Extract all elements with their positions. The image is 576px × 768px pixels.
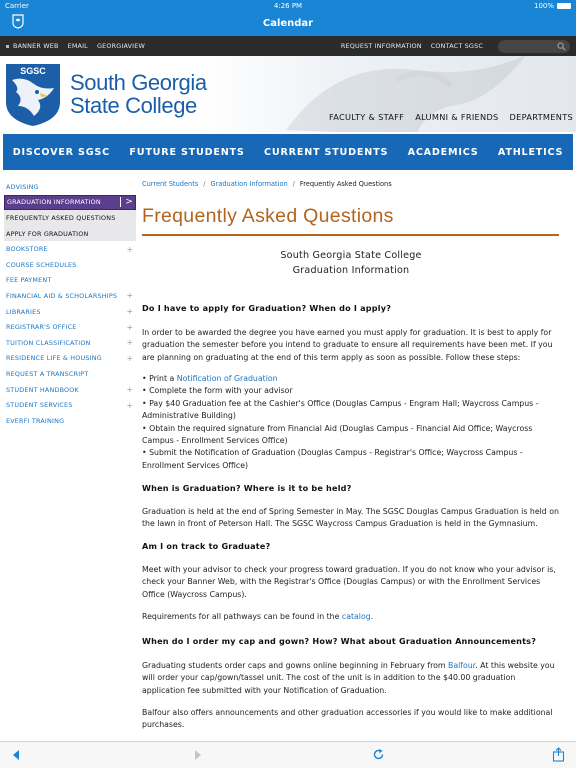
sidebar-item-everfi-training[interactable] xyxy=(4,413,136,429)
balfour-link[interactable]: Balfour xyxy=(447,661,476,670)
subheading-line1: South Georgia State College xyxy=(280,250,422,261)
masthead-link-faculty-staff[interactable]: FACULTY & STAFF xyxy=(328,112,405,122)
sidebar-item-tuition-classification[interactable] xyxy=(4,335,136,351)
sidebar-item-registrars-office[interactable] xyxy=(4,319,136,335)
sidebar-item-libraries[interactable] xyxy=(4,304,136,320)
sidebar-item-label: ADVISING xyxy=(6,182,39,191)
college-name-line1: South Georgia xyxy=(70,70,207,95)
sidebar-item-bookstore[interactable] xyxy=(4,241,136,257)
expand-icon[interactable]: + xyxy=(126,322,134,332)
main-nav-athletics[interactable]: ATHLETICS xyxy=(497,146,564,158)
status-bar xyxy=(0,0,576,11)
faq-answer xyxy=(142,660,560,697)
search-icon xyxy=(557,42,566,51)
sidebar-item-label: FREQUENTLY ASKED QUESTIONS xyxy=(6,213,116,222)
nav-bar xyxy=(0,11,576,36)
breadcrumb-graduation-information[interactable]: Graduation Information xyxy=(210,180,288,188)
utility-link-email[interactable]: EMAIL xyxy=(67,42,88,50)
expand-icon[interactable]: + xyxy=(126,307,134,317)
status-time: 4:26 PM xyxy=(273,1,303,10)
title-divider xyxy=(142,234,559,236)
seal-text: SGSC xyxy=(20,66,46,76)
sidebar-item-financial-aid[interactable] xyxy=(4,288,136,304)
masthead xyxy=(0,56,576,132)
faq-step-text: • Print a xyxy=(142,374,177,383)
sidebar-item-label: RESIDENCE LIFE & HOUSING xyxy=(6,354,102,363)
expand-icon[interactable]: + xyxy=(126,353,134,363)
faq-question: When do I order my cap and gown? How? What about Graduation Announcements? xyxy=(142,636,537,646)
expand-icon[interactable]: + xyxy=(126,338,134,348)
catalog-link[interactable]: catalog xyxy=(341,612,371,621)
sidebar-item-label: REQUEST A TRANSCRIPT xyxy=(6,369,89,378)
battery-percent: 100% xyxy=(533,1,554,10)
faq-step: • Pay $40 Graduation fee at the Cashier's Office (Douglas Campus - Engram Hall; Waycross Campus - Administrative Building) xyxy=(142,398,539,421)
sidebar-item-label: COURSE SCHEDULES xyxy=(6,260,77,269)
utility-link-banner-web[interactable] xyxy=(6,42,59,50)
search-input[interactable] xyxy=(498,40,570,53)
college-seal-logo[interactable] xyxy=(4,62,62,127)
sidebar-item-label: APPLY FOR GRADUATION xyxy=(6,229,89,238)
sidebar-item-label: EVERFI TRAINING xyxy=(6,416,65,425)
breadcrumb xyxy=(142,180,560,192)
sidebar-item-residence-life[interactable] xyxy=(4,351,136,367)
utility-link-contact[interactable]: CONTACT SGSC xyxy=(430,42,483,50)
browser-toolbar xyxy=(0,741,576,768)
faq-steps xyxy=(142,373,560,472)
expand-icon[interactable]: + xyxy=(126,291,134,301)
main-nav-discover[interactable]: DISCOVER SGSC xyxy=(12,146,110,158)
main-nav xyxy=(3,134,573,170)
breadcrumb-separator: / xyxy=(292,180,295,188)
ios-top-bar xyxy=(0,0,576,36)
sidebar-item-request-transcript[interactable] xyxy=(4,366,136,382)
college-name[interactable] xyxy=(70,71,207,117)
expand-icon[interactable]: + xyxy=(126,400,134,410)
chevron-right-icon: > xyxy=(120,197,133,207)
back-arrow-icon[interactable] xyxy=(10,749,22,761)
main-content xyxy=(142,175,560,730)
expand-icon[interactable]: + xyxy=(126,244,134,254)
sidebar-item-label: LIBRARIES xyxy=(6,307,41,316)
content-area xyxy=(0,175,576,741)
main-nav-current-students[interactable]: CURRENT STUDENTS xyxy=(264,146,389,158)
utility-link-request-information[interactable]: REQUEST INFORMATION xyxy=(340,42,422,50)
sidebar-item-advising[interactable] xyxy=(4,179,136,195)
sidebar-item-label: BOOKSTORE xyxy=(6,245,48,254)
bullet-icon xyxy=(6,45,9,48)
faq-question: Do I have to apply for Graduation? When do I apply? xyxy=(142,303,392,313)
college-name-line2: State College xyxy=(70,93,197,118)
masthead-link-alumni-friends[interactable]: ALUMNI & FRIENDS xyxy=(415,112,499,122)
carrier-label: Carrier xyxy=(5,1,29,10)
forward-arrow-icon[interactable] xyxy=(192,749,204,761)
sidebar-item-course-schedules[interactable] xyxy=(4,257,136,273)
app-icon[interactable] xyxy=(12,14,24,29)
subheading-line2: Graduation Information xyxy=(292,265,410,276)
page-title: Frequently Asked Questions xyxy=(142,205,394,227)
sidebar-item-graduation-information[interactable] xyxy=(4,195,136,211)
faq-answer-text: Requirements for all pathways can be found in the xyxy=(142,612,342,621)
subheading xyxy=(142,248,560,278)
faq-answer: Graduation is held at the end of Spring Semester in May. The SGSC Douglas Campus Graduation is held on the lawn in front of Peterson Hall. The SGSC Waycross Campus Graduation is held in the Gymnasium. xyxy=(142,507,559,529)
main-nav-future-students[interactable]: FUTURE STUDENTS xyxy=(129,146,245,158)
utility-link-label: BANNER WEB xyxy=(13,42,59,50)
sidebar-item-label: FINANCIAL AID & SCHOLARSHIPS xyxy=(6,291,118,300)
utility-links-left xyxy=(6,42,341,50)
faq-answer-text: Graduating students order caps and gowns online beginning in February from xyxy=(142,661,448,670)
masthead-link-departments[interactable]: DEPARTMENTS xyxy=(509,112,573,122)
faq-answer: Balfour also offers announcements and other graduation accessories if you would like to make additional purchases. xyxy=(142,708,553,730)
sidebar-item-label: TUITION CLASSIFICATION xyxy=(6,338,91,347)
sidebar-item-label: STUDENT SERVICES xyxy=(6,401,73,410)
sidebar-item-student-services[interactable] xyxy=(4,397,136,413)
sidebar-item-label: FEE PAYMENT xyxy=(6,276,52,285)
nav-title: Calendar xyxy=(262,18,314,29)
utility-links-right xyxy=(341,40,570,53)
sidebar-item-label: GRADUATION INFORMATION xyxy=(7,198,101,207)
sidebar-item-faq[interactable] xyxy=(4,210,136,226)
breadcrumb-separator: / xyxy=(203,180,206,188)
faq-answer-text: . xyxy=(370,612,374,621)
reload-icon[interactable] xyxy=(372,748,385,761)
faq-step: • Submit the Notification of Graduation (Douglas Campus - Registrar's Office; Waycross Campus - Enrollment Services Office) xyxy=(142,448,523,470)
faq-step xyxy=(142,373,560,385)
expand-icon[interactable]: + xyxy=(126,385,134,395)
utility-link-georgiaview[interactable]: GEORGIAVIEW xyxy=(96,42,146,50)
faq-answer-text: . At this website you will order your cap/gown/tassel unit. The cost of the unit is in addition to the $40.00 graduation application fee submitted with your Notification of Graduation. xyxy=(142,661,555,695)
sidebar-menu xyxy=(4,179,136,429)
share-icon[interactable] xyxy=(552,747,565,762)
sidebar-item-student-handbook[interactable] xyxy=(4,382,136,398)
sidebar-item-apply-graduation[interactable] xyxy=(4,226,136,242)
main-nav-academics[interactable]: ACADEMICS xyxy=(407,146,479,158)
faq-question: When is Graduation? Where is it to be held? xyxy=(142,483,352,493)
notification-of-graduation-link[interactable]: Notification of Graduation xyxy=(176,374,278,383)
breadcrumb-current-students[interactable]: Current Students xyxy=(142,180,199,188)
masthead-links xyxy=(329,112,573,122)
faq-step: • Obtain the required signature from Financial Aid (Douglas Campus - Financial Aid Office; Waycross Campus - Enrollment Services Office) xyxy=(142,423,533,446)
faq-step: • Complete the form with your advisor xyxy=(142,386,293,396)
faq-question: Am I on track to Graduate? xyxy=(142,541,271,551)
faq-answer xyxy=(142,611,560,623)
faq-answer: In order to be awarded the degree you have earned you must apply for graduation. It is best to apply for graduation the semester before you intend to graduate to ensure all requirements have been met. If you are planning on graduating at the end of this term apply as soon as possible. Follow these steps: xyxy=(142,328,553,362)
faq-answer: Meet with your advisor to check your progress toward graduation. If you do not know who your advisor is, check your Banner Web, with the Registrar's Office (Douglas Campus) or with the Enrollment Services Office (Waycross Campus). xyxy=(142,565,556,599)
utility-bar xyxy=(0,36,576,56)
sidebar-item-fee-payment[interactable] xyxy=(4,273,136,289)
sidebar-item-label: STUDENT HANDBOOK xyxy=(6,385,79,394)
sidebar-item-label: REGISTRAR'S OFFICE xyxy=(6,323,77,332)
breadcrumb-current: Frequently Asked Questions xyxy=(299,180,392,188)
